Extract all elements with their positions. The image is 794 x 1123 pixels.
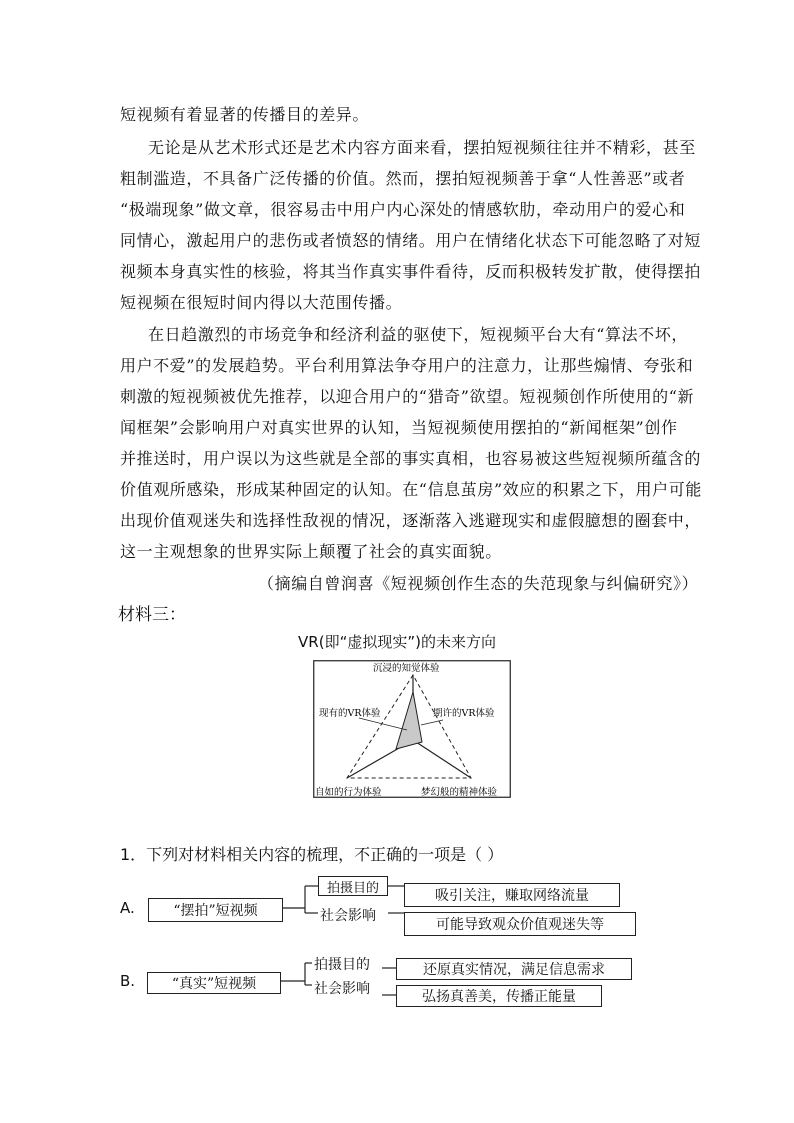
chart-title: VR(即“虚拟现实”)的未来方向 (298, 633, 496, 651)
paragraph-line: 无论是从艺术形式还是艺术内容方面来看，摆拍短视频往往并不精彩，甚至 (148, 138, 696, 157)
paragraph-line: 闻框架”会影响用户对真实世界的认知，当短视频使用摆拍的“新闻框架”创作 (120, 418, 678, 437)
paragraph-line: 在日趋激烈的市场竞争和经济利益的驱使下，短视频平台大有“算法不坏， (148, 325, 688, 344)
source-citation: （摘编自曾润喜《短视频创作生态的失范现象与纠偏研究》） (258, 574, 699, 593)
option-b-result-impact: 弘扬真善美，传播正能量 (396, 985, 602, 1007)
option-b-result-purpose: 还原真实情况，满足信息需求 (396, 958, 632, 980)
option-b-letter[interactable]: B. (120, 972, 136, 990)
legend-expected: 期许的VR体验 (433, 708, 495, 719)
paragraph-line: 并推送时，用户误以为这些就是全部的事实真相，也容易被这些短视频所蕴含的 (120, 449, 702, 468)
option-b-branch-impact: 社会影响 (314, 981, 370, 997)
paragraph-line: 刺激的短视频被优先推荐，以迎合用户的“猎奇”欲望。短视频创作所使用的“新 (120, 387, 695, 406)
paragraph-line: 同情心，激起用户的悲伤或者愤怒的情绪。用户在情绪化状态下可能忽略了对短 (120, 231, 702, 250)
option-a-subject: “摆拍”短视频 (148, 898, 283, 922)
axis-label-immersion: 沉浸的知觉体验 (373, 663, 440, 674)
paragraph-line: 短视频有着显著的传播目的差异。 (120, 105, 370, 124)
option-a-branch-impact: 社会影响 (320, 908, 376, 924)
option-b-branch-purpose: 拍摄目的 (314, 957, 370, 973)
option-a-result-impact: 可能导致观众价值观迷失等 (404, 912, 636, 936)
option-a-letter[interactable]: A. (120, 899, 135, 917)
paragraph-line: 价值观所感染，形成某种固定的认知。在“信息茧房”效应的积累之下，用户可能 (120, 480, 702, 499)
paragraph-line: 视频本身真实性的核验，将其当作真实事件看待，反而积极转发扩散，使得摆拍 (120, 262, 702, 281)
vr-diagram (313, 660, 511, 798)
option-b-subject: “真实”短视频 (147, 972, 281, 994)
paragraph-line: 粗制滥造，不具备广泛传播的价值。然而，摆拍短视频善于拿“人性善恶”或者 (120, 169, 686, 188)
paragraph-line: 用户不爱”的发展趋势。平台利用算法争夺用户的注意力，让那些煽情、夸张和 (120, 356, 694, 375)
question-text: 1．下列对材料相关内容的梳理，不正确的一项是（ ） (120, 845, 504, 864)
paragraph-line: 短视频在很短时间内得以大范围传播。 (120, 293, 403, 312)
paragraph-line: “极端现象”做文章，很容易击中用户内心深处的情感软肋，牵动用户的爱心和 (120, 200, 686, 219)
legend-current: 现有的VR体验 (319, 708, 381, 719)
option-a-branch-purpose: 拍摄目的 (318, 876, 388, 896)
axis-label-behavior: 自如的行为体验 (315, 787, 382, 798)
paragraph-line: 这一主观想象的世界实际上颠覆了社会的真实面貌。 (120, 542, 502, 561)
material-label: 材料三： (118, 605, 186, 625)
axis-label-spirit: 梦幻般的精神体验 (421, 787, 498, 798)
option-a-result-purpose: 吸引关注，赚取网络流量 (404, 883, 620, 907)
paragraph-line: 出现价值观迷失和选择性敌视的情况，逐渐落入逃避现实和虚假臆想的圈套中， (120, 511, 702, 530)
